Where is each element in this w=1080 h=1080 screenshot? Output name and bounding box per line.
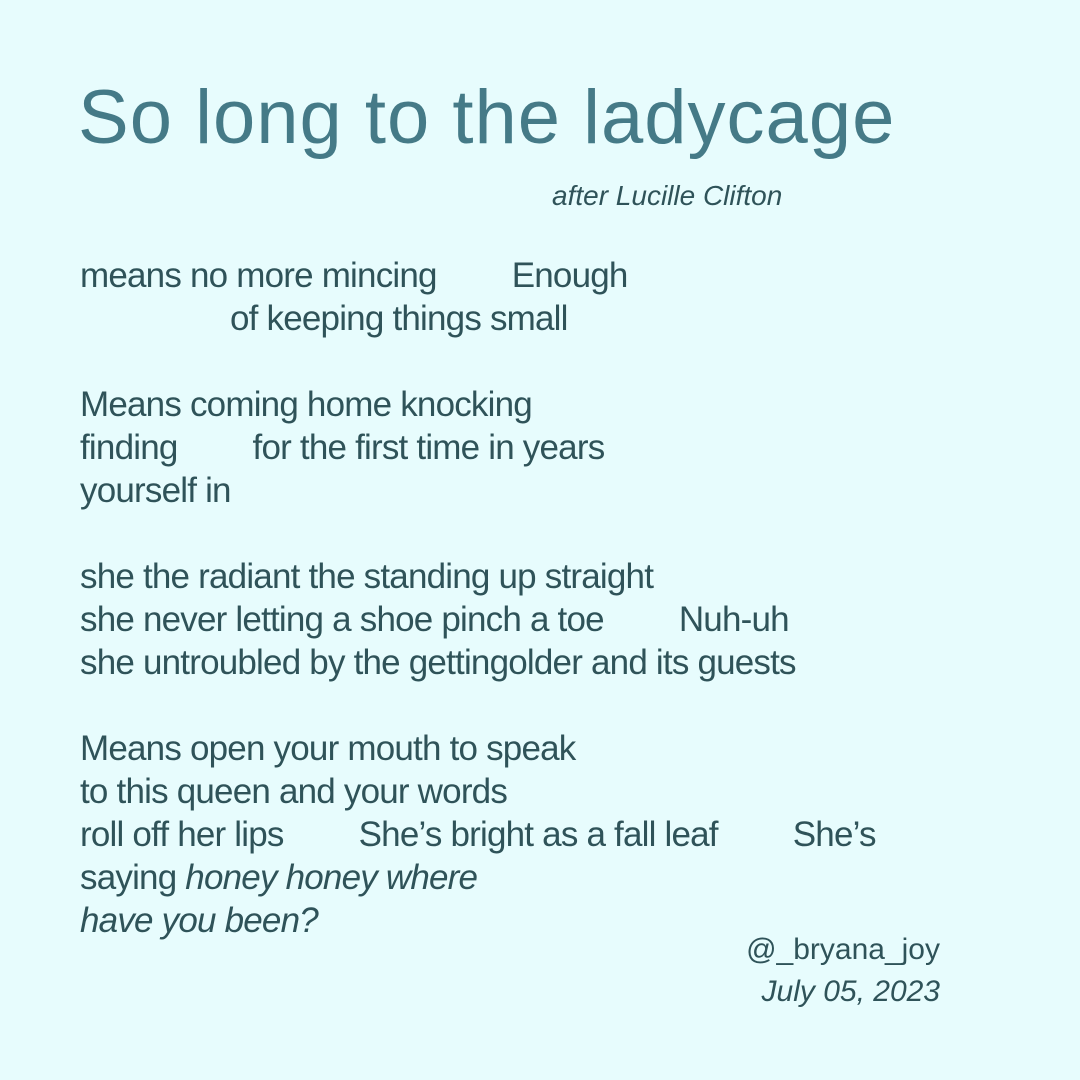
poem-phrase: She’s <box>792 815 876 854</box>
poem-phrase: she the radiant the standing up straight <box>80 557 654 596</box>
poem-phrase: She’s bright as a fall leaf <box>358 815 718 854</box>
poem-date: July 05, 2023 <box>761 975 940 1008</box>
poem-line <box>80 598 876 641</box>
author-handle: @_bryana_joy <box>746 933 940 966</box>
poem-line <box>80 813 876 856</box>
poem-phrase: Means coming home knocking <box>80 385 532 424</box>
poem-dedication: after Lucille Clifton <box>552 180 783 211</box>
poem-phrase: of keeping things small <box>230 299 568 338</box>
poem-line <box>80 727 876 770</box>
poem-line <box>80 254 876 297</box>
poem-phrase: yourself in <box>80 471 231 510</box>
poem-line <box>80 469 876 512</box>
poem-line <box>80 426 876 469</box>
poem-phrase: roll off her lips <box>80 815 284 854</box>
poem-phrase: to this queen and your words <box>80 772 508 811</box>
poem-line <box>80 856 876 899</box>
poem-body <box>80 254 876 942</box>
poem-phrase: she never letting a shoe pinch a toe <box>80 600 604 639</box>
poem-phrase-italic: have you been? <box>80 901 318 940</box>
poem-line <box>80 770 876 813</box>
poem-phrase: means no more mincing <box>80 256 437 295</box>
poem-line <box>80 641 876 684</box>
poem-phrase: finding <box>80 428 178 467</box>
poem-line <box>80 555 876 598</box>
poem-phrase: she untroubled by the gettingolder and its guests <box>80 643 796 682</box>
poem-phrase-italic: honey honey where <box>185 858 478 897</box>
poem-phrase: saying <box>80 858 186 897</box>
poem-line <box>80 383 876 426</box>
poem-phrase: Means open your mouth to speak <box>80 729 576 768</box>
poem-phrase: for the first time in years <box>252 428 605 467</box>
poem-phrase: Nuh-uh <box>678 600 789 639</box>
poem-phrase: Enough <box>511 256 628 295</box>
poem-line <box>80 297 876 340</box>
poem-title: So long to the ladycage <box>78 75 896 160</box>
